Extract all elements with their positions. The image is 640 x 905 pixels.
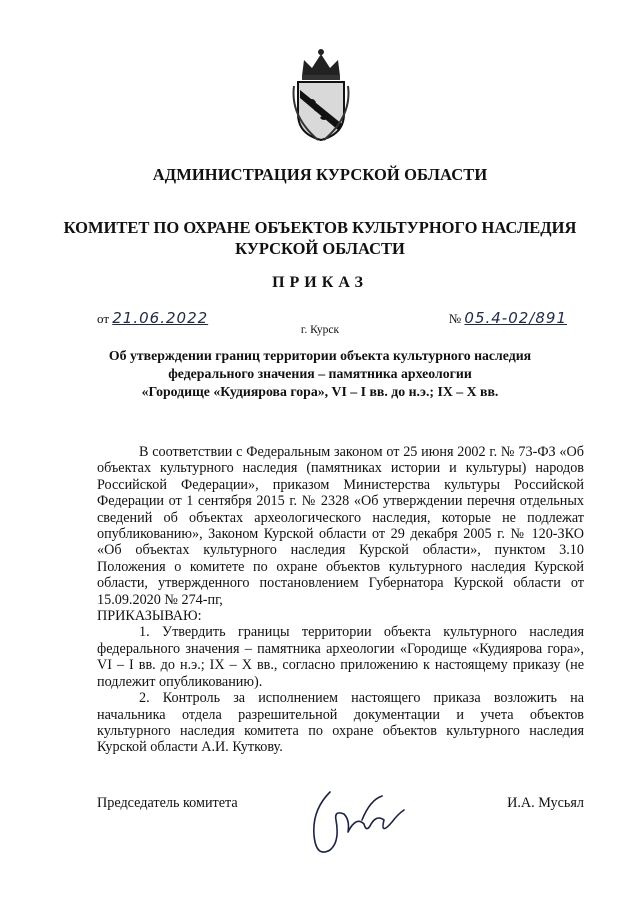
handwritten-signature-icon	[300, 780, 415, 865]
date-prefix: от	[97, 311, 110, 326]
document-type: ПРИКАЗ	[272, 274, 368, 291]
coat-of-arms-icon	[288, 46, 354, 142]
committee-title-line1: КОМИТЕТ ПО ОХРАНЕ ОБЪЕКТОВ КУЛЬТУРНОГО НАСЛЕДИЯ	[63, 218, 577, 237]
order-word: ПРИКАЗЫВАЮ:	[97, 608, 202, 625]
signatory-position: Председатель комитета	[97, 795, 238, 811]
number-value: 05.4-02/891	[464, 309, 567, 327]
subject-line2: федерального значения – памятника археологии	[168, 366, 472, 381]
document-subject	[0, 347, 640, 401]
committee-title-line2: КУРСКОЙ ОБЛАСТИ	[235, 239, 405, 258]
number-prefix: №	[448, 311, 462, 326]
organization-title: АДМИНИСТРАЦИЯ КУРСКОЙ ОБЛАСТИ	[152, 165, 488, 184]
document-body	[97, 444, 584, 756]
committee-title	[0, 217, 640, 259]
body-paragraph-1: В соответствии с Федеральным законом от 25 июня 2002 г. № 73-ФЗ «Об объектах культурного наследия (памятниках истории и культуры) народов Российской Федерации», приказом Министерства культуры Российской Федерации от 1 сентября 2015 г. № 2328 «Об утверждении перечня отдельных сведений об объектах археологического наследия, которые не подлежат опубликованию», Законом Курской области от 29 декабря 2005 г. № 120-ЗКО «Об объектах культурного наследия Курской области», пунктом 3.10 Положения о комитете по охране объектов культурного наследия Курской области, утвержденного постановлением Губернатора Курской области от 15.09.2020 № 274-пг,	[97, 444, 584, 608]
subject-line3: «Городище «Кудиярова гора», VI – I вв. до н.э.; IX – X вв.	[141, 384, 499, 399]
date-value: 21.06.2022	[112, 309, 209, 327]
signatory-name: И.А. Мусьял	[507, 795, 584, 811]
city-label: г. Курск	[300, 324, 340, 336]
body-paragraph-2: 1. Утвердить границы территории объекта культурного наследия федерального значения – памятника археологии «Городище «Кудиярова гора», VI – I вв. до н.э.; IX – X вв., согласно приложению к настоящему приказу (не подлежит опубликованию).	[97, 624, 584, 690]
subject-line1: Об утверждении границ территории объекта культурного наследия	[108, 348, 532, 363]
body-paragraph-3: 2. Контроль за исполнением настоящего приказа возложить на начальника отдела разрешительной документации и учета объектов культурного наследия комитета по охране объектов культурного наследия Курской области А.И. Куткову.	[97, 690, 584, 756]
